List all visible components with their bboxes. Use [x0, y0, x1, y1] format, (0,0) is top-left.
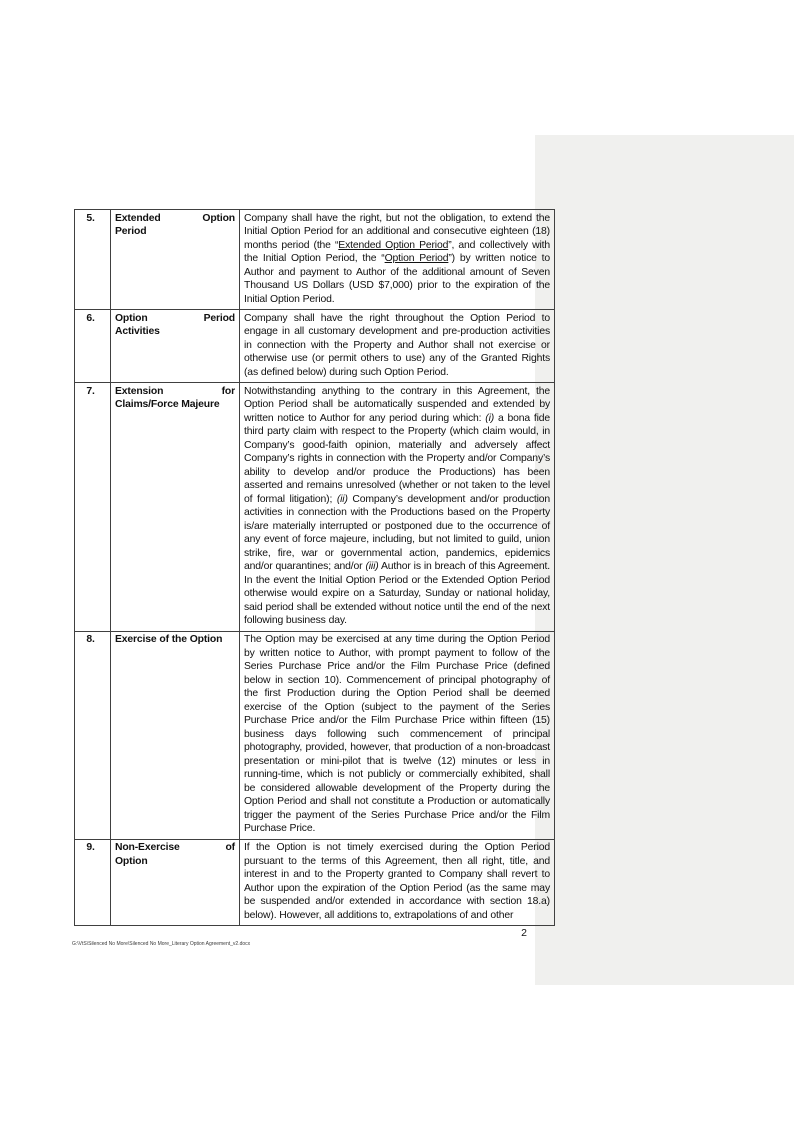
- side-gray-panel: [535, 135, 794, 985]
- clause-row: [75, 839, 555, 926]
- clause-number: 6.: [75, 310, 111, 383]
- clause-number: 8.: [75, 631, 111, 839]
- clause-row: [75, 310, 555, 383]
- clause-title: Extension for Claims/Force Majeure: [111, 383, 240, 632]
- clause-title: Extended Option Period: [111, 210, 240, 310]
- clause-title: Non-Exercise of Option: [111, 839, 240, 926]
- clause-text: Notwithstanding anything to the contrary in this Agreement, the Option Period shall be automatically suspended and extended by written notice to Author for any period during which: (i) a bona fide third party claim with respect to the Property (which claim would, in Company’s good-faith opinion, materially and adversely affect Company’s rights in connection with the Property and/or Company’s ability to develop and/or produce the Productions) has been asserted and remains unresolved (whether or not taken to the level of formal litigation); (ii) Company’s development and/or production activities in connection with the Productions based on the Property is/are materially interrupted or postponed due to the occurrence of any event of force majeure, including, but not limited to guild, union strike, fire, war or governmental action, pandemics, epidemics and/or quarantines; and/or (iii) Author is in breach of this Agreement. In the event the Initial Option Period or the Extended Option Period otherwise would expire on a Saturday, Sunday or national holiday, said period shall be extended without notice until the end of the next following business day.: [240, 383, 555, 632]
- clause-title: Exercise of the Option: [111, 631, 240, 839]
- agreement-table-body: [75, 210, 555, 926]
- clause-text: Company shall have the right throughout the Option Period to engage in all customary development and pre-production activities in connection with the Property and Author shall not exercise or otherwise use (or permit others to use) any of the Granted Rights (as defined below) during such Option Period.: [240, 310, 555, 383]
- clause-text: If the Option is not timely exercised during the Option Period pursuant to the terms of this Agreement, then all right, title, and interest in and to the Property granted to Company shall revert to Author upon the expiration of the Option Period (as the same may be suspended and/or extended in accordance with section 18.a) below). However, all additions to, extrapolations of and other: [240, 839, 555, 926]
- clause-number: 7.: [75, 383, 111, 632]
- page-number: 2: [521, 927, 527, 939]
- clause-text: The Option may be exercised at any time during the Option Period by written notice to Author, with prompt payment to follow of the Series Purchase Price and/or the Film Purchase Price (defined below in section 10). Commencement of principal photography of the first Production during the Option Period shall be deemed exercise of the Option (subject to the payment of the Series Purchase Price and/or the Film Purchase Price within fifteen (15) business days following such commencement of principal photography, provided, however, that production of a non-broadcast presentation or mini-pilot that is twelve (12) minutes or less in running-time, which is not publicly or commercially exhibited, shall be considered allowable development of the Property during the Option Period and shall not constitute a Production or automatically trigger the payment of the Series Purchase Price and/or the Film Purchase Price.: [240, 631, 555, 839]
- clause-text: Company shall have the right, but not the obligation, to extend the Initial Option Period for an additional and consecutive eighteen (18) months period (the “Extended Option Period”, and collectively with the Initial Option Period, the “Option Period”) by written notice to Author and payment to Author of the additional amount of Seven Thousand US Dollars (USD $7,000) prior to the expiration of the Initial Option Period.: [240, 210, 555, 310]
- clause-number: 5.: [75, 210, 111, 310]
- footer-file-path: G:\VtS\Silenced No More\Silenced No More_Literary Option Agreement_v2.docx: [72, 941, 251, 947]
- clause-row: [75, 383, 555, 632]
- clause-row: [75, 210, 555, 310]
- clause-row: [75, 631, 555, 839]
- clause-title: Option Period Activities: [111, 310, 240, 383]
- agreement-clauses-table: [74, 209, 555, 926]
- clause-number: 9.: [75, 839, 111, 926]
